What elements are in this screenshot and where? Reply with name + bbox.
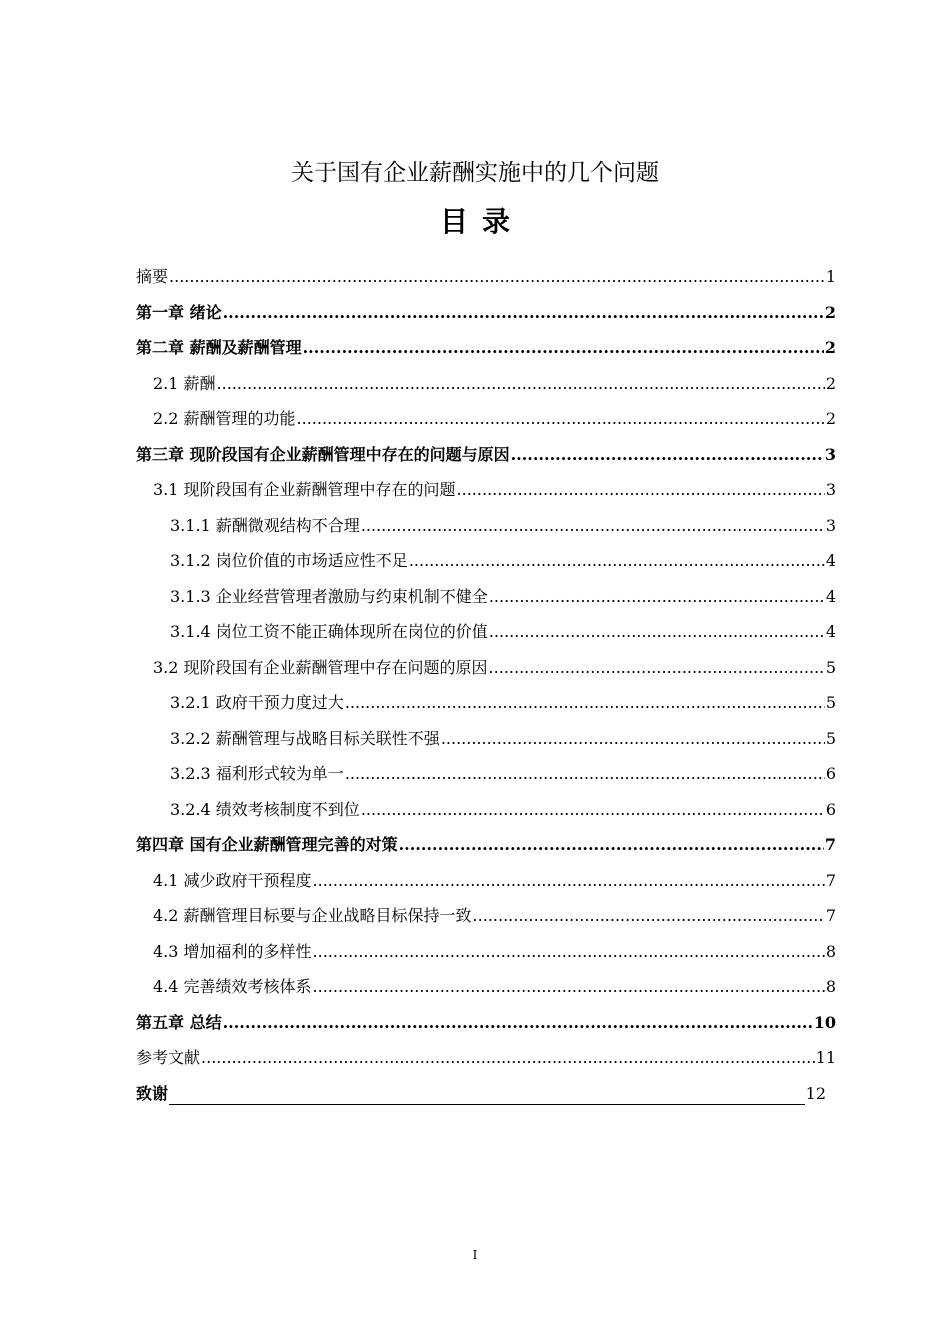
toc-entry-label: 3.2 现阶段国有企业薪酬管理中存在问题的原因 <box>153 657 488 677</box>
toc-entry[interactable] <box>136 721 836 757</box>
toc-entry-page: 11 <box>815 1048 836 1067</box>
toc-leader-dots <box>361 792 825 828</box>
toc-leader-dots <box>303 330 824 366</box>
toc-entry[interactable] <box>136 330 836 366</box>
toc-leader-dots <box>313 934 825 970</box>
toc-entry-page: 6 <box>825 799 836 819</box>
toc-entry[interactable] <box>136 259 836 295</box>
toc-entry-label: 4.3 增加福利的多样性 <box>153 941 312 961</box>
toc-entry-page: 5 <box>825 657 836 677</box>
toc-entry-label: 第二章 薪酬及薪酬管理 <box>136 338 302 357</box>
toc-leader-dots <box>489 614 825 650</box>
toc-leader-dots <box>489 650 825 686</box>
toc-entry-label: 第五章 总结 <box>136 1012 222 1032</box>
toc-entry[interactable] <box>136 685 836 721</box>
toc-entry-page: 3 <box>825 515 836 535</box>
toc-entry[interactable] <box>136 650 836 686</box>
toc-entry[interactable] <box>136 366 836 402</box>
toc-leader-dots <box>217 366 825 402</box>
toc-heading: 目录 <box>439 205 524 238</box>
toc-entry-label: 3.1.1 薪酬微观结构不合理 <box>170 515 360 535</box>
toc-leader-dots <box>361 508 825 544</box>
toc-leader-dots <box>313 969 825 1005</box>
toc-entry[interactable] <box>136 614 836 650</box>
toc-entry-label: 摘要 <box>136 267 169 286</box>
toc-entry[interactable] <box>136 898 836 934</box>
toc-entry-label: 3.1.4 岗位工资不能正确体现所在岗位的价值 <box>170 622 488 641</box>
toc-entry-page: 8 <box>825 977 836 996</box>
toc-leader-dots <box>441 721 825 757</box>
toc-entry[interactable] <box>136 401 836 437</box>
toc-entry-page: 4 <box>825 622 836 641</box>
toc-entry-page: 3 <box>824 444 836 464</box>
toc-leader-dots <box>313 863 825 899</box>
toc-entry-page: 10 <box>813 1012 836 1032</box>
toc-entry-page: 4 <box>825 551 836 570</box>
toc-entry[interactable] <box>136 437 836 473</box>
toc-entry-label: 4.2 薪酬管理目标要与企业战略目标保持一致 <box>153 906 472 925</box>
toc-entry-label: 3.1 现阶段国有企业薪酬管理中存在的问题 <box>153 480 456 499</box>
toc-entry-label: 致谢 <box>136 1083 169 1103</box>
toc-leader-dots <box>169 259 825 295</box>
toc-entry[interactable] <box>136 579 836 615</box>
toc-entry-page: 2 <box>825 373 836 393</box>
toc-entry-page: 12 <box>805 1083 826 1103</box>
toc-entry[interactable] <box>136 472 836 508</box>
toc-entry-label: 3.1.3 企业经营管理者激励与约束机制不健全 <box>170 586 488 606</box>
toc-leader-dots <box>399 827 824 863</box>
toc-entry-page: 6 <box>825 764 836 783</box>
toc-leader-dots <box>511 437 824 473</box>
toc-entry-page: 7 <box>825 870 836 890</box>
toc-entry-label: 3.2.2 薪酬管理与战略目标关联性不强 <box>170 728 440 748</box>
toc-leader-dots <box>473 898 825 934</box>
toc-entry[interactable] <box>136 863 836 899</box>
toc-entry[interactable] <box>136 543 836 579</box>
toc-entry-label: 第一章 绪论 <box>136 302 222 322</box>
toc-leader-dots <box>297 401 825 437</box>
toc-entry-page: 5 <box>825 728 836 748</box>
toc-entry[interactable] <box>136 1005 836 1041</box>
toc-entry-page: 5 <box>825 693 836 712</box>
toc-entry-page: 7 <box>825 906 836 925</box>
toc-entry-page: 4 <box>825 586 836 606</box>
toc-entry-page: 2 <box>824 302 836 322</box>
toc-entry-label: 4.1 减少政府干预程度 <box>153 870 312 890</box>
toc-entry-page: 2 <box>824 338 836 357</box>
document-title: 关于国有企业薪酬实施中的几个问题 <box>291 160 659 186</box>
toc-entry[interactable] <box>136 969 836 1005</box>
toc-entry-label: 3.2.4 绩效考核制度不到位 <box>170 799 360 819</box>
toc-entry[interactable] <box>136 1040 836 1076</box>
toc-entry-label: 3.2.1 政府干预力度过大 <box>170 693 344 712</box>
toc-entry-label: 2.1 薪酬 <box>153 373 216 393</box>
page-number: I <box>472 1248 478 1262</box>
toc-entry-page: 3 <box>825 480 836 499</box>
toc-entry-label: 第三章 现阶段国有企业薪酬管理中存在的问题与原因 <box>136 444 510 464</box>
toc-entry[interactable] <box>136 934 836 970</box>
toc-leader-dots <box>409 543 825 579</box>
toc-leader-dots <box>345 685 825 721</box>
toc-leader-dots <box>201 1040 815 1076</box>
toc-leader-dots <box>457 472 825 508</box>
toc-entry[interactable] <box>136 508 836 544</box>
toc-entry[interactable] <box>136 792 836 828</box>
toc-leader-dots <box>489 579 825 615</box>
toc-entry-page: 7 <box>824 835 836 854</box>
toc-entry-label: 4.4 完善绩效考核体系 <box>153 977 312 996</box>
toc-entry-page: 2 <box>825 409 836 428</box>
toc-leader-dots <box>169 1090 805 1105</box>
toc-entry[interactable] <box>136 295 836 331</box>
toc-entry-label: 2.2 薪酬管理的功能 <box>153 409 296 428</box>
toc-entry-page: 8 <box>825 941 836 961</box>
toc-leader-dots <box>223 1005 813 1041</box>
toc-entry[interactable] <box>136 1076 836 1112</box>
toc-entry-label: 3.1.2 岗位价值的市场适应性不足 <box>170 551 408 570</box>
toc-entry[interactable] <box>136 827 836 863</box>
toc-entry[interactable] <box>136 756 836 792</box>
table-of-contents <box>136 259 836 1111</box>
toc-entry-label: 第四章 国有企业薪酬管理完善的对策 <box>136 835 398 854</box>
toc-entry-label: 3.2.3 福利形式较为单一 <box>170 764 344 783</box>
toc-entry-label: 参考文献 <box>136 1048 201 1067</box>
toc-leader-dots <box>345 756 825 792</box>
toc-leader-dots <box>223 295 824 331</box>
toc-entry-page: 1 <box>825 267 836 286</box>
